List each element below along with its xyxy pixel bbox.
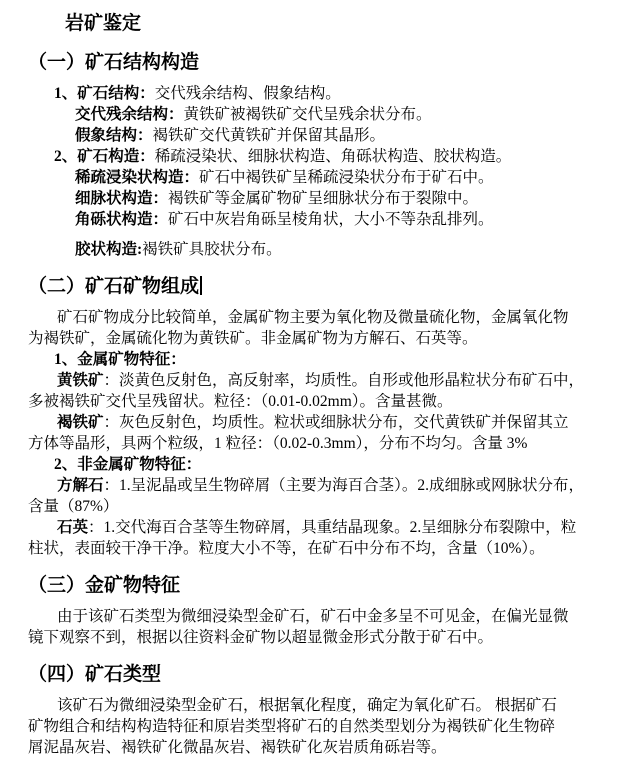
run-regular: 矿石中灰岩角砾呈棱角状，大小不等杂乱排列。	[168, 211, 494, 228]
text-line[interactable]	[28, 307, 596, 328]
section-heading-text: （三）金矿物特征	[28, 575, 181, 596]
text-line[interactable]	[28, 370, 596, 391]
run-regular: 褐铁矿等金属矿物矿呈细脉状分布于裂隙中。	[168, 190, 479, 207]
run-regular: ：1.交代海百合茎等生物碎屑，具重结晶现象。2.呈细脉分布裂隙中，粒	[88, 519, 577, 536]
section-heading-text: （一）矿石结构构造	[28, 52, 200, 73]
run-regular: 矿物组合和结构构造特征和原岩类型将矿石的自然类型划分为褐铁矿化生物碎	[28, 718, 556, 735]
section-heading[interactable]	[28, 662, 596, 687]
text-line[interactable]	[28, 517, 596, 538]
text-line[interactable]	[28, 695, 596, 716]
text-line[interactable]	[28, 737, 596, 758]
text-line[interactable]	[28, 496, 596, 517]
run-regular: 褐铁矿交代黄铁矿并保留其晶形。	[152, 127, 386, 144]
document-body	[28, 50, 596, 758]
text-line[interactable]	[28, 627, 596, 648]
run-regular: 方体等晶形，具两个粒级，1 粒径：（0.02-0.3mm），分布不均匀。含量 3%	[28, 435, 528, 452]
run-regular: 镜下观察不到，根据以往资料金矿物以超显微金形式分散于矿石中。	[28, 629, 494, 646]
run-bold: 2、矿石构造：	[54, 148, 155, 165]
run-bold: 假象结构：	[75, 127, 153, 144]
run-regular: 由于该矿石类型为微细浸染型金矿石，矿石中金多呈不可见金，在偏光显微	[57, 608, 569, 625]
text-line[interactable]	[28, 475, 596, 496]
run-regular: 为褐铁矿，金属硫化物为黄铁矿。非金属矿物为方解石、石英等。	[28, 330, 478, 347]
run-regular: 褐铁矿具胶状分布。	[142, 241, 282, 258]
text-line[interactable]	[28, 104, 596, 125]
run-regular: 稀疏浸染状、细脉状构造、角砾状构造、胶状构造。	[154, 148, 512, 165]
section-heading[interactable]	[28, 274, 596, 299]
text-line[interactable]	[28, 716, 596, 737]
run-regular: ：淡黄色反射色，高反射率，均质性。自形或他形晶粒状分布矿石中，	[103, 372, 585, 389]
run-bold: 角砾状构造：	[75, 211, 169, 228]
run-bold: 黄铁矿	[57, 372, 104, 389]
run-regular: 交代残余结构、假象结构。	[154, 85, 341, 102]
run-regular: 柱状，表面较干净干净。粒度大小不等，在矿石中分布不均，含量（10%）。	[28, 540, 545, 557]
text-line[interactable]	[28, 209, 596, 230]
text-line[interactable]	[28, 349, 596, 370]
text-line[interactable]	[28, 433, 596, 454]
run-bold: 石英	[57, 519, 89, 536]
text-line[interactable]	[28, 454, 596, 475]
run-bold: 1、金属矿物特征：	[54, 351, 186, 368]
run-bold: 胶状构造:	[75, 241, 143, 258]
document-title: 岩矿鉴定	[65, 13, 142, 34]
run-regular: 多被褐铁矿交代呈残留状。粒径：（0.01-0.02mm）。含量甚微。	[28, 393, 453, 410]
run-bold: 交代残余结构：	[75, 106, 184, 123]
run-regular: 黄铁矿被褐铁矿交代呈残余状分布。	[183, 106, 432, 123]
run-bold: 2、非金属矿物特征：	[54, 456, 202, 473]
section-heading-text: （四）矿石类型	[28, 664, 162, 685]
text-cursor	[200, 276, 202, 295]
run-regular: 矿石矿物成分比较简单，金属矿物主要为氧化物及微量硫化物，金属氧化物	[57, 309, 569, 326]
text-line[interactable]	[28, 146, 596, 167]
text-line[interactable]	[28, 188, 596, 209]
run-bold: 1、矿石结构：	[54, 85, 155, 102]
section-heading[interactable]	[28, 50, 596, 75]
text-line[interactable]	[28, 606, 596, 627]
run-bold: 细脉状构造：	[75, 190, 169, 207]
run-regular: 屑泥晶灰岩、褐铁矿化微晶灰岩、褐铁矿化灰岩质角砾岩等。	[28, 739, 447, 756]
run-bold: 稀疏浸染状构造：	[75, 169, 200, 186]
section-heading[interactable]	[28, 573, 596, 598]
run-regular: 该矿石为微细浸染型金矿石，根据氧化程度，确定为氧化矿石。 根据矿石	[57, 697, 557, 714]
text-line[interactable]	[28, 391, 596, 412]
section-heading-text: （二）矿石矿物组成	[28, 276, 200, 297]
text-line[interactable]	[28, 412, 596, 433]
run-regular: 含量（87%）	[28, 498, 119, 515]
run-bold: 方解石	[57, 477, 104, 494]
text-line[interactable]	[28, 538, 596, 559]
text-line[interactable]	[28, 239, 596, 260]
run-regular: 矿石中褐铁矿呈稀疏浸染状分布于矿石中。	[199, 169, 494, 186]
run-bold: 褐铁矿	[57, 414, 104, 431]
run-regular: ：灰色反射色，均质性。粒状或细脉状分布，交代黄铁矿并保留其立	[103, 414, 569, 431]
text-line[interactable]	[28, 167, 596, 188]
text-line[interactable]	[28, 83, 596, 104]
run-regular: ：1.呈泥晶或呈生物碎屑（主要为海百合茎）。2.成细脉或网脉状分布，	[103, 477, 585, 494]
text-line[interactable]	[28, 328, 596, 349]
text-line[interactable]	[28, 125, 596, 146]
